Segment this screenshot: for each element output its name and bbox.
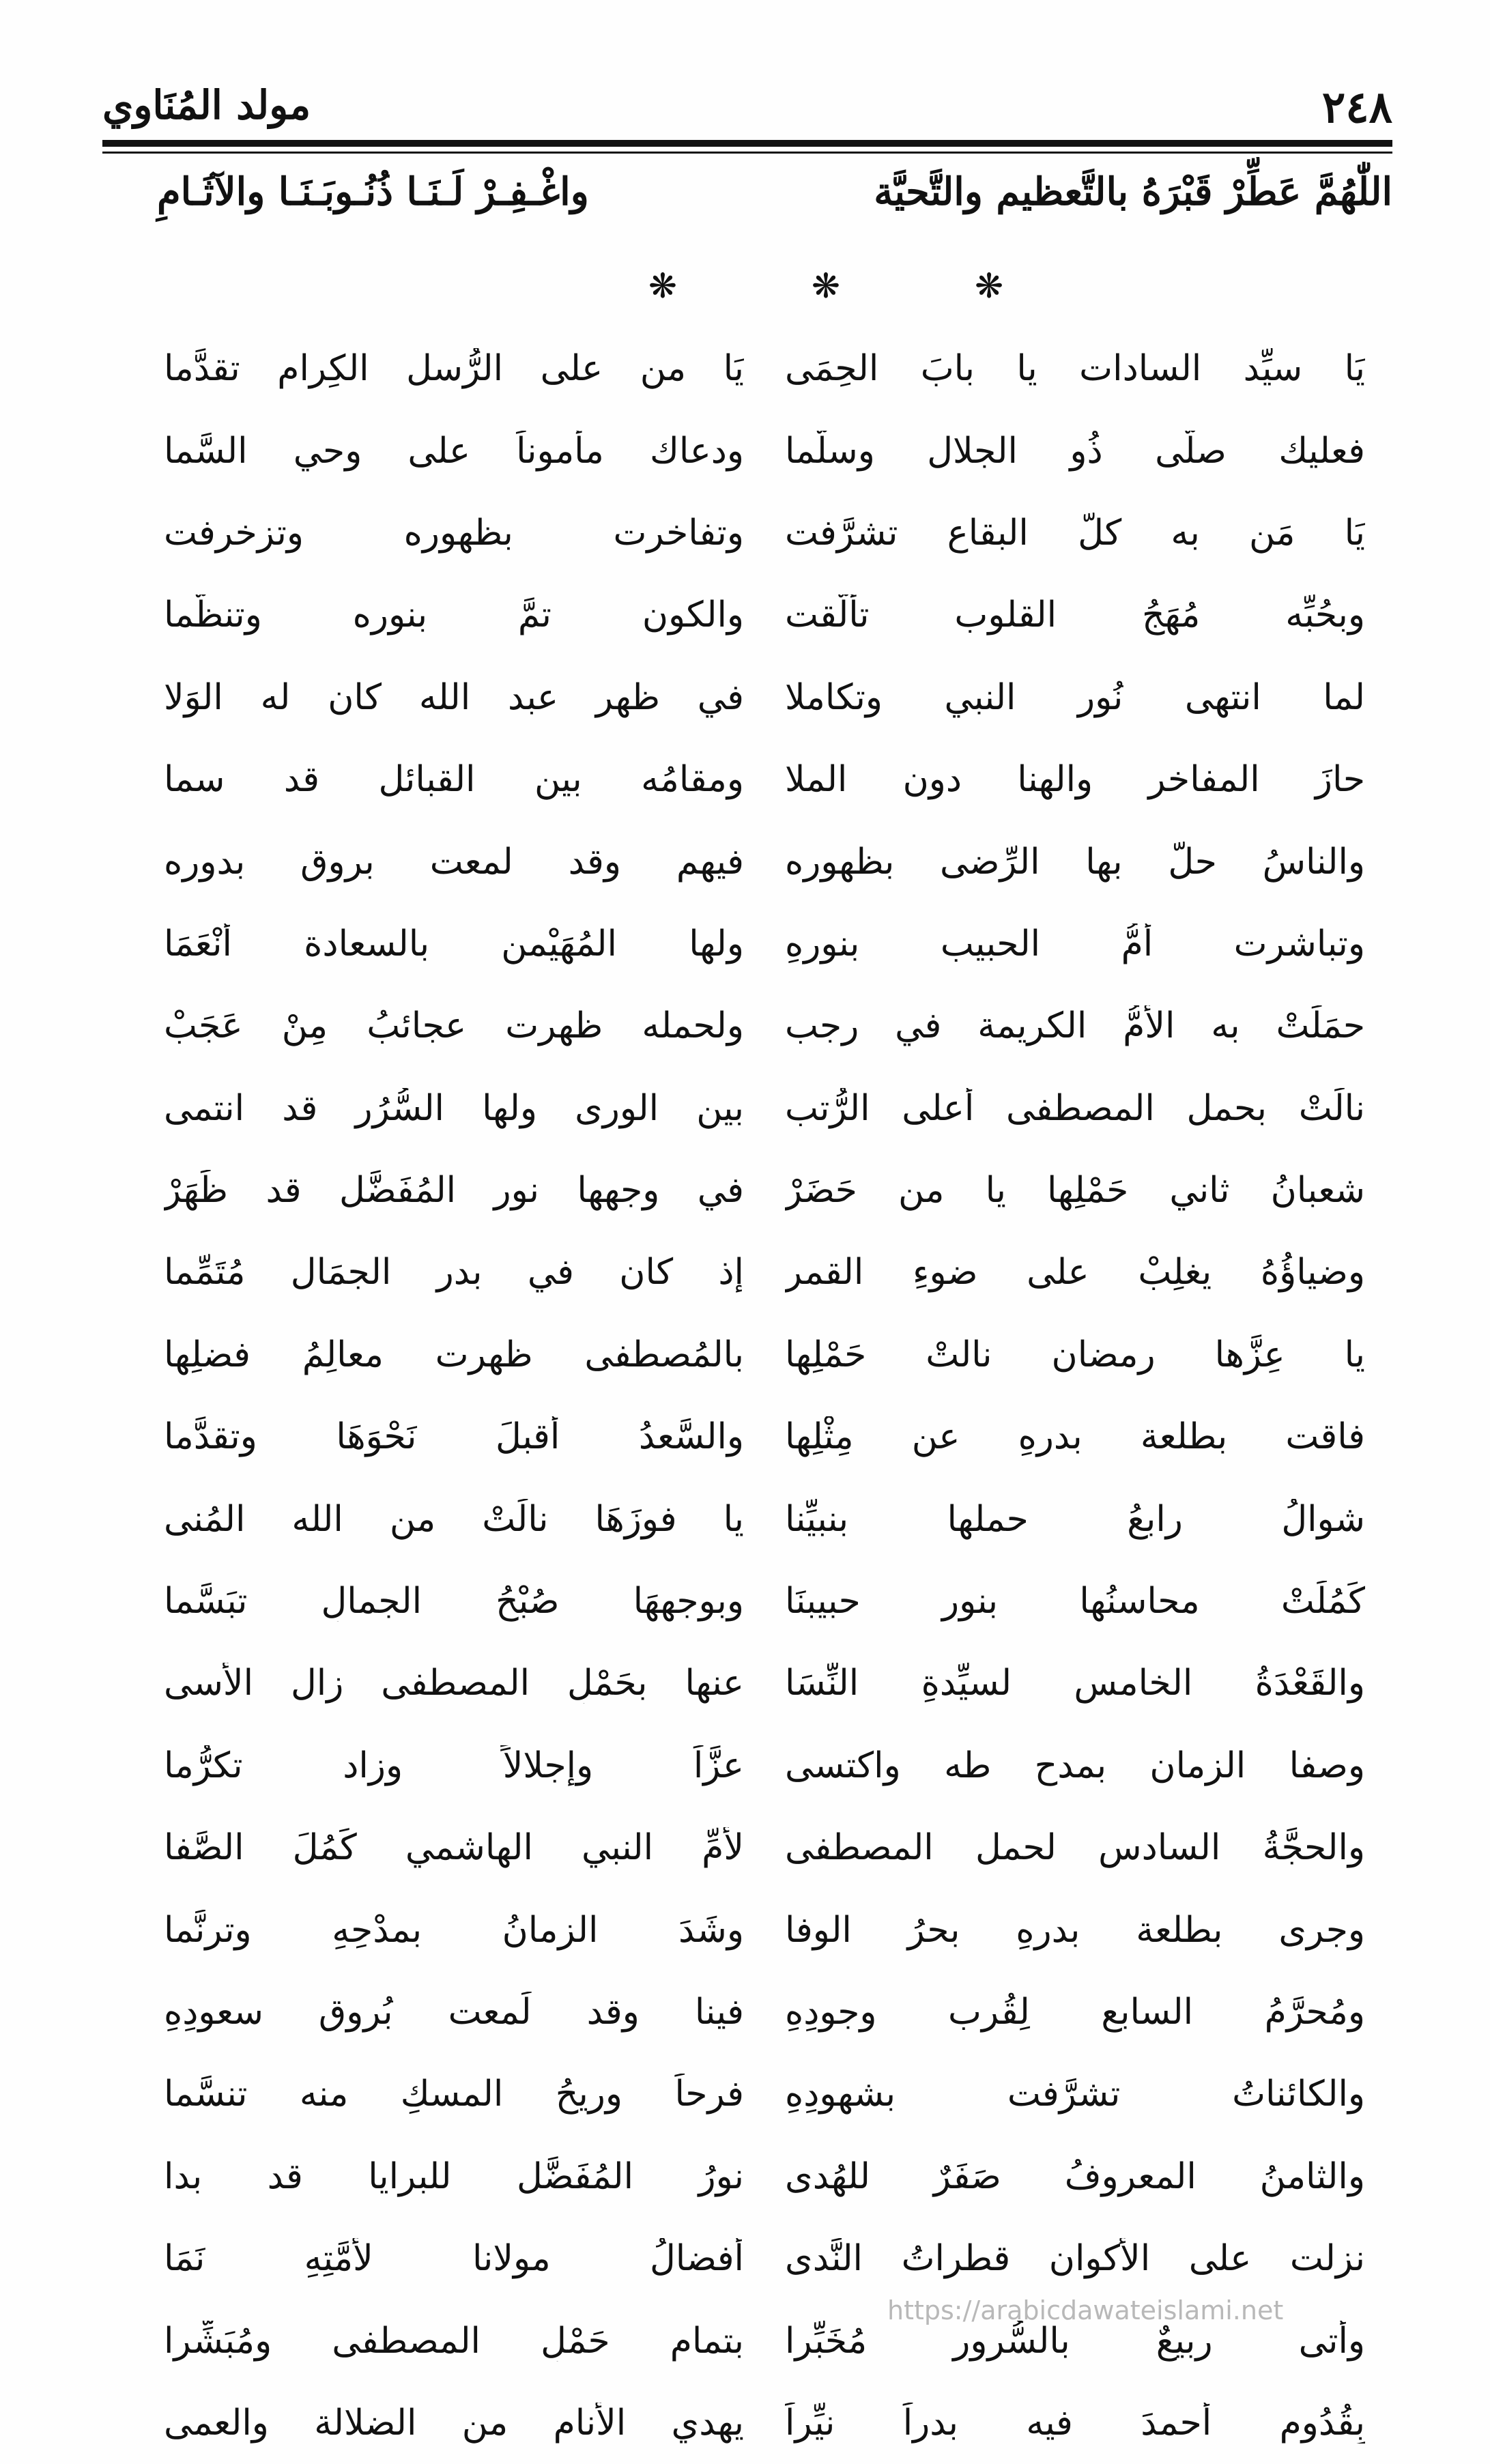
verse-line <box>164 1807 1365 1889</box>
verse-line <box>164 574 1365 656</box>
verse-line <box>164 1068 1365 1149</box>
verse-line <box>164 1478 1365 1560</box>
verse-line <box>164 1725 1365 1807</box>
hemistich-left: إذ كان في بدر الجمَال مُتَمِّما <box>164 1252 744 1293</box>
verse-line <box>164 1560 1365 1642</box>
hemistich-right: نالَتْ بحمل المصطفى أعلى الرُّتب <box>785 1087 1365 1129</box>
verse-line <box>164 410 1365 491</box>
verse-line <box>164 492 1365 574</box>
page-number: ٢٤٨ <box>1321 82 1392 133</box>
hemistich-left: ودعاك مأموناً على وحي السَّما <box>164 430 744 472</box>
hemistich-right: والقَعْدَةُ الخامس لسيِّدةِ النِّسَا <box>785 1663 1365 1704</box>
hemistich-right: ومُحرَّمُ السابع لِقُرب وجودِهِ <box>785 1992 1365 2033</box>
hemistich-left: لأمِّ النبي الهاشمي كَمُلَ الصَّفا <box>164 1827 744 1869</box>
hemistich-left: أفضالُ مولانا لأمَّتِهِ نَمَا <box>164 2238 744 2280</box>
hemistich-left: بالمُصطفى ظهرت معالِمُ فضلِها <box>164 1334 744 1375</box>
verse-line <box>164 739 1365 820</box>
hemistich-right: والكائناتُ تشرَّفت بشهودِهِ <box>785 2074 1365 2115</box>
verse-line <box>164 1642 1365 1724</box>
hemistich-right: وجرى بطلعة بدرِهِ بحرُ الوفا <box>785 1909 1365 1951</box>
hemistich-right: يَا سيِّد السادات يا بابَ الحِمَى <box>785 348 1365 390</box>
hemistich-left: فينا وقد لَمعت بُروق سعودِهِ <box>164 1992 744 2033</box>
hemistich-right: وتباشرت أمُّ الحبيب بنورِهِ <box>785 923 1365 964</box>
verse-line <box>164 2218 1365 2300</box>
hemistich-right: شوالُ رابعُ حملها بنبيِّنا <box>785 1498 1365 1540</box>
verse-line <box>164 1889 1365 1971</box>
refrain-left: واغْـفِـرْ لَـنَـا ذُنُـوبَـنَـا والآثَـامِ <box>157 169 589 214</box>
hemistich-left: وتفاخرت بظهوره وتزخرفت <box>164 512 744 554</box>
hemistich-left: يا فوزَهَا نالَتْ من الله المُنى <box>164 1498 744 1540</box>
hemistich-right: وبحُبِّه مُهَجُ القلوب تألَّقت <box>785 594 1365 636</box>
hemistich-left: في وجهها نور المُفَضَّل قد ظَهَرْ <box>164 1170 744 1212</box>
hemistich-left: بتمام حَمْلِ المصطفى ومُبَشِّرا <box>164 2320 744 2362</box>
verse-line <box>164 903 1365 985</box>
hemistich-right: حازَ المفاخر والهنا دون الملا <box>785 759 1365 801</box>
book-title: مولد المُنَاوي <box>102 82 311 128</box>
hemistich-left: فيهم وقد لمعت بروق بدوره <box>164 841 744 883</box>
watermark: https://arabicdawateislami.net <box>887 2295 1284 2325</box>
hemistich-right: وضياؤُهُ يغلِبْ على ضوءِ القمر <box>785 1252 1365 1293</box>
hemistich-right: بِقُدُومِ أحمدَ فيه بدراً نيِّراً <box>785 2402 1365 2444</box>
refrain-line <box>102 169 1392 234</box>
hemistich-right: يا عِزَّها رمضان نالتْ حَمْلِها <box>785 1334 1365 1375</box>
verse-line <box>164 2136 1365 2218</box>
hemistich-right: والناسُ حلَّ بها الرِّضى بظهوره <box>785 841 1365 883</box>
hemistich-right: لما انتهى نُور النبي وتكاملا <box>785 676 1365 718</box>
hemistich-right: فاقت بطلعة بدرِهِ عن مِثْلِها <box>785 1416 1365 1458</box>
star-ornament-icon: ❋ <box>812 266 840 306</box>
verse-line <box>164 657 1365 739</box>
verse-line <box>164 1314 1365 1396</box>
refrain-right: اللّٰهُمَّ عَطِّرْ قَبْرَهُ بالتَّعظيم والتَّحيَّة <box>874 169 1392 214</box>
hemistich-right: يَا مَن به كلُّ البقاع تشرَّفت <box>785 512 1365 554</box>
star-ornament-icon: ❋ <box>648 266 677 306</box>
verse-line <box>164 1971 1365 2053</box>
hemistich-left: عنها بحَمْلِ المصطفى زال الأسى <box>164 1663 744 1704</box>
hemistich-left: ولها المُهَيْمن بالسعادة أنْعَمَا <box>164 923 744 964</box>
verse-line <box>164 1149 1365 1231</box>
poem-body <box>164 328 1365 2464</box>
hemistich-left: فرحاً وريحُ المسكِ منه تنسَّما <box>164 2074 744 2115</box>
verse-line <box>164 1396 1365 1478</box>
star-ornament-icon: ❋ <box>975 266 1003 306</box>
hemistich-left: والسَّعدُ أقبلَ نَحْوَهَا وتقدَّما <box>164 1416 744 1458</box>
verse-line <box>164 2053 1365 2135</box>
verse-line <box>164 2382 1365 2464</box>
hemistich-right: والحجَّةُ السادس لحمل المصطفى <box>785 1827 1365 1869</box>
header-rule-thick <box>102 140 1392 147</box>
hemistich-left: والكون تمَّ بنوره وتنظَّما <box>164 594 744 636</box>
hemistich-left: في ظهر عبد الله كان له الوَلا <box>164 676 744 718</box>
hemistich-right: وأتى ربيعٌ بالسُّرورِ مُخَبِّرا <box>785 2320 1365 2362</box>
hemistich-left: ومقامُه بين القبائل قد سما <box>164 759 744 801</box>
hemistich-right: فعليك صلَّى ذُو الجلال وسلَّما <box>785 430 1365 472</box>
header-rule-thin <box>102 152 1392 154</box>
hemistich-right: وصفا الزمان بمدحِ طه واكتسى <box>785 1745 1365 1786</box>
hemistich-left: يهدي الأنام من الضلالة والعمى <box>164 2402 744 2444</box>
ornament-stars <box>648 266 1003 307</box>
verse-line <box>164 820 1365 902</box>
verse-line <box>164 985 1365 1067</box>
hemistich-left: بين الورى ولها السُّرُر قد انتمى <box>164 1087 744 1129</box>
hemistich-left: عزَّاً وإجلالاً وزاد تكرُّما <box>164 1745 744 1786</box>
hemistich-right: نزلت على الأكوان قطراتُ النَّدى <box>785 2238 1365 2280</box>
page-header <box>102 82 1392 137</box>
hemistich-left: وبوجهِهَا صُبْحُ الجمالِ تبَسَّما <box>164 1581 744 1622</box>
verse-line <box>164 328 1365 410</box>
hemistich-left: نورُ المُفَضَّل للبرايا قد بدا <box>164 2155 744 2197</box>
hemistich-right: كَمُلَتْ محاسنُها بنورِ حبيبنَا <box>785 1581 1365 1622</box>
hemistich-right: والثامنُ المعروفُ صَفَرٌ للهُدى <box>785 2155 1365 2197</box>
hemistich-left: يَا من على الرُّسل الكِرام تقدَّما <box>164 348 744 390</box>
hemistich-right: شعبانُ ثاني حَمْلِها يا من حَضَرْ <box>785 1170 1365 1212</box>
verse-line <box>164 1231 1365 1313</box>
hemistich-right: حمَلَتْ به الأمُّ الكريمة في رجب <box>785 1005 1365 1047</box>
hemistich-left: وشَدَ الزمانُ بمدْحِهِ وترنَّما <box>164 1909 744 1951</box>
hemistich-left: ولحمله ظهرت عجائبُ مِنْ عَجَبْ <box>164 1005 744 1047</box>
